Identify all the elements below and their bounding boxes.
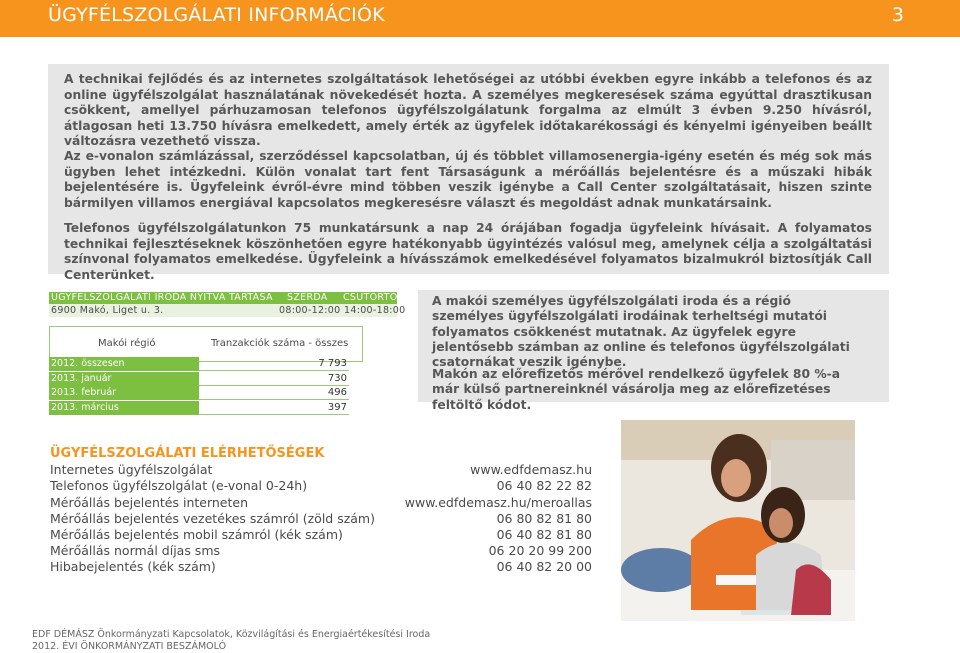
side-paragraph-2: Makón az előrefizetős mérővel rendelkező ügyfelek 80 %-a már külső partnereinknél vásárolja meg az előrefizetéses feltöltő kódot. [432,367,841,412]
row-label: 2012. összesen [49,357,199,371]
intro-panel [48,64,889,282]
contact-value-link[interactable]: www.edfdemasz.hu [470,462,592,477]
contact-row [50,543,592,559]
table-row [49,372,349,387]
contact-row [50,511,592,527]
contact-label: Mérőállás normál díjas sms [50,543,221,558]
table-row [49,401,349,416]
row-value: 397 [327,402,347,413]
side-info-box [418,290,889,412]
contact-row [50,478,592,494]
transactions-col-count: Tranzakciók száma - összes [211,338,349,349]
contact-label: Mérőállás bejelentés mobil számról (kék szám) [50,527,343,542]
contact-row [50,462,592,478]
hours-table-header [49,292,405,304]
footer-report-title: 2012. ÉVI ÖNKORMÁNYZATI BESZÁMOLÓ [32,641,227,652]
transactions-col-region: Makói régió [98,338,156,349]
row-label: 2013. február [49,386,199,400]
hours-table-row [49,304,406,317]
contacts-title: ÜGYFÉLSZOLGÁLATI ELÉRHETŐSÉGEK [50,446,325,461]
contact-label: Hibabejelentés (kék szám) [50,559,216,574]
contact-value-link[interactable]: www.edfdemasz.hu/meroallas [404,495,592,510]
contact-row [50,495,592,511]
side-paragraph-1: A makói személyes ügyfélszolgálati iroda és a régió személyes ügyfélszolgálati irodáinak terheltségi mutatói folyamatos csökkenést mutatnak. Az ügyfelek egyre jelentősebb számban az online és telefonos ügyfélszolgálati csatornákat veszik igénybe. [432,294,850,370]
table-row [49,386,349,401]
hours-address: 6900 Makó, Liget u. 3. [51,305,164,316]
contact-label: Internetes ügyfélszolgálat [50,462,213,477]
hours-header-thursday: CSÜTÖRTÖK [343,292,405,303]
intro-paragraph-3: Telefonos ügyfélszolgálatunkon 75 munkatársunk a nap 24 órájában fogadja ügyfeleink hívásait. A folyamatos technikai fejlesztéseknek köszönhetően egyre hatékonyabb ügyintézés valósul meg, amelynek célja a szolgáltatási színvonal folyamatos emelkedése. Ügyfeleink a hívásszámok emelkedésével folyamatos bizalmukról biztosítják Call Centerünket. [64,221,872,282]
contact-label: Mérőállás bejelentés vezetékes számról (zöld szám) [50,511,375,526]
row-label: 2013. január [49,372,199,386]
contact-value: 06 40 82 20 00 [496,559,592,574]
contact-label: Telefonos ügyfélszolgálat (e-vonal 0-24h) [50,478,308,493]
row-divider [199,370,349,371]
contact-label: Mérőállás bejelentés interneten [50,495,248,510]
row-divider [199,414,349,415]
call-center-photo [621,420,855,621]
call-center-photo-illustration [621,420,855,621]
page-number: 3 [891,4,904,26]
contact-row [50,559,592,575]
contact-value: 06 80 82 81 80 [496,511,592,526]
page-header [0,0,960,37]
contact-value: 06 20 20 99 200 [488,543,592,558]
contact-value: 06 40 82 81 80 [496,527,592,542]
row-label: 2013. március [49,401,199,415]
hours-header-wednesday: SZERDA [287,292,328,303]
hours-thursday: 14:00-18:00 [344,305,406,316]
page-title: ÜGYFÉLSZOLGÁLATI INFORMÁCIÓK [48,4,385,26]
contact-value: 06 40 82 22 82 [496,478,592,493]
hours-header-office: ÜGYFÉLSZOLGÁLATI IRODA NYITVA TARTÁSA [51,292,273,303]
hours-wednesday: 08:00-12:00 [279,305,341,316]
row-value: 496 [327,387,347,398]
footer-organization: EDF DÉMÁSZ Önkormányzati Kapcsolatok, Közvilágítási és Energiaértékesítési Iroda [32,629,431,640]
row-value: 7 793 [318,358,347,369]
intro-paragraph-1: A technikai fejlődés és az internetes szolgáltatások lehetőségei az utóbbi években egyre inkább a telefonos és az online ügyfélszolgálat használatának növekedését hozta. A személyes megkeresések száma egyúttal drasztikusan csökkent, amellyel párhuzamosan telefonos ügyfélszolgálatunk forgalma az elmúlt 3 évben 9.250 hívásról, átlagosan heti 13.750 hívásra emelkedett, amely érték az ügyfelek időtakarékossági és kényelmi igényeiben beállt változásra vezethető vissza. [64,72,872,148]
row-divider [199,399,349,400]
intro-paragraph-2: Az e-vonalon számlázással, szerződéssel kapcsolatban, új és többlet villamosenergia-igény esetén és még sok más ügyben lehet intézkedni. Külön vonalat tart fent Társaságunk a mérőállás bejelentésre és a műszaki hibák bejelentésére is. Ügyfeleink évről-évre mind többen veszik igénybe a Call Center szolgáltatásait, hiszen szinte bármilyen villamos energiával kapcsolatos megkeresésre választ és megoldást adnak munkatársaink. [64,149,872,210]
table-row [49,357,349,372]
row-value: 730 [327,373,347,384]
contact-row [50,527,592,543]
